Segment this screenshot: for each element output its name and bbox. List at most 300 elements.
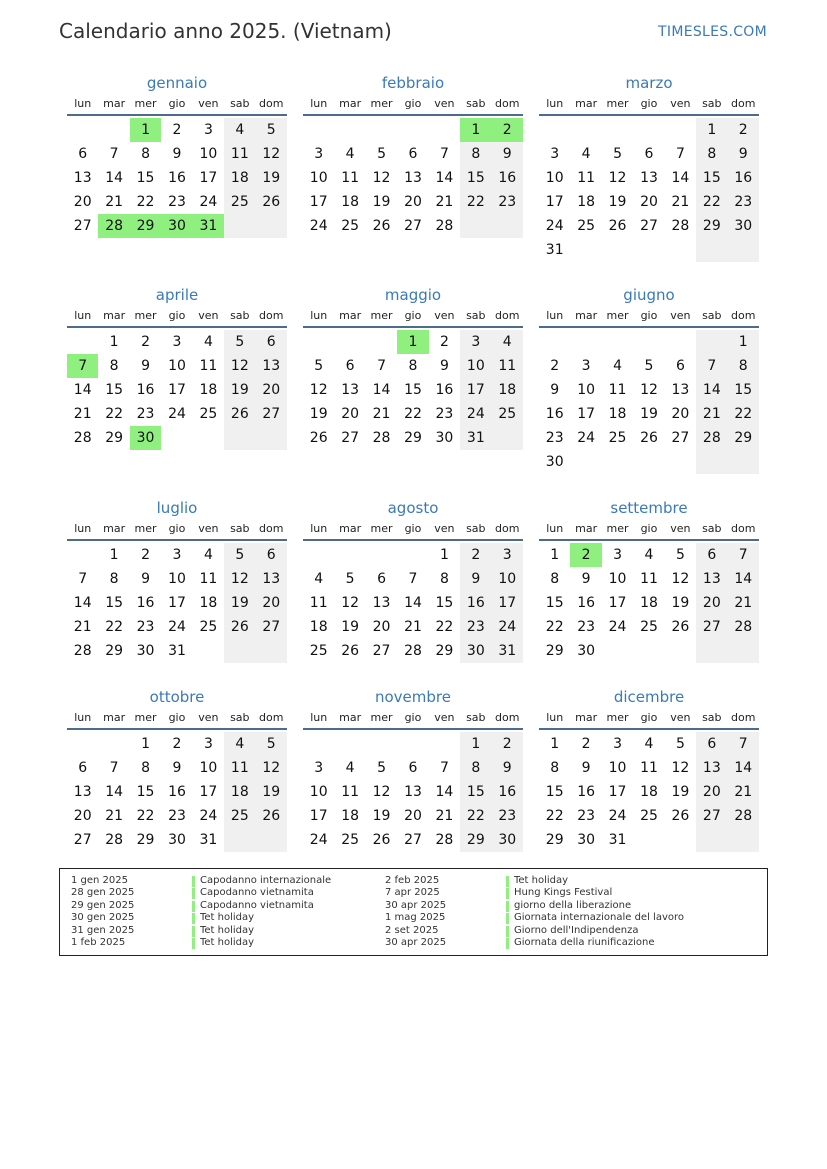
day-cell: 25 [341, 832, 360, 848]
day-cell: 5 [224, 330, 255, 354]
day-cell: 29 [460, 828, 491, 852]
day-cell: 6 [256, 543, 287, 567]
day-cell: 18 [224, 780, 255, 804]
weekday-label: mer [370, 309, 393, 322]
day-cell: 26 [256, 804, 287, 828]
day-cell: 23 [492, 190, 523, 214]
day-cell: 8 [550, 760, 560, 776]
empty-day-cell [67, 330, 98, 354]
legend-date: 2 set 2025 [385, 924, 439, 936]
weekday-header [539, 708, 759, 730]
empty-day-cell [570, 330, 601, 354]
day-cell: 21 [73, 406, 92, 422]
day-cell: 16 [728, 166, 759, 190]
day-cell: 28 [372, 430, 391, 446]
day-cell: 5 [256, 118, 287, 142]
day-cell: 4 [203, 547, 213, 563]
day-cell: 5 [377, 146, 387, 162]
empty-day-cell [193, 639, 224, 663]
day-cell: 23 [136, 619, 155, 635]
day-cell: 26 [608, 218, 627, 234]
day-cell: 19 [309, 406, 328, 422]
weekday-label: mer [134, 309, 157, 322]
legend-holiday-name: Tet holiday [200, 937, 255, 948]
day-cell: 26 [671, 808, 690, 824]
day-cell: 10 [545, 170, 564, 186]
day-cell: 18 [199, 382, 218, 398]
day-cell: 6 [345, 358, 355, 374]
day-cell: 21 [728, 780, 759, 804]
day-cell: 15 [460, 166, 491, 190]
weekday-label: mar [575, 711, 598, 724]
day-grid [539, 330, 759, 474]
day-cell: 14 [73, 382, 92, 398]
day-cell: 3 [460, 330, 491, 354]
weekday-label: mar [339, 522, 362, 535]
day-cell: 25 [199, 619, 218, 635]
day-cell: 8 [109, 358, 119, 374]
day-cell: 12 [256, 142, 287, 166]
day-cell: 23 [136, 406, 155, 422]
weekday-label: mar [339, 309, 362, 322]
month-title: gennaio [146, 74, 208, 92]
empty-day-cell [728, 450, 759, 474]
day-cell: 1 [696, 118, 727, 142]
day-cell: 23 [577, 619, 596, 635]
legend-color-marker [506, 938, 509, 949]
weekday-header [303, 94, 523, 116]
day-cell: 11 [341, 784, 360, 800]
day-cell: 2 [439, 334, 449, 350]
day-cell: 3 [613, 547, 623, 563]
weekday-label: lun [310, 309, 328, 322]
legend-date: 30 apr 2025 [385, 937, 447, 948]
weekday-label: sab [466, 309, 486, 322]
day-cell: 28 [73, 643, 92, 659]
day-cell: 21 [671, 194, 690, 210]
day-cell: 20 [404, 808, 422, 824]
day-cell: 9 [141, 358, 151, 374]
day-cell: 20 [256, 591, 287, 615]
empty-day-cell [602, 639, 633, 663]
day-cell: 16 [168, 170, 186, 186]
day-cell: 3 [581, 358, 591, 374]
brand-link[interactable]: TIMESLES.COM [658, 24, 767, 40]
legend-color-marker [192, 876, 195, 887]
day-cell: 14 [728, 567, 759, 591]
holiday-day-cell: 28 [98, 214, 129, 238]
day-cell: 9 [439, 358, 449, 374]
weekday-header [539, 306, 759, 328]
weekday-label: dom [495, 97, 520, 110]
day-cell: 12 [671, 760, 690, 776]
legend-holiday-name: Giornata internazionale del lavoro [514, 912, 684, 924]
weekday-label: gio [404, 522, 422, 535]
day-cell: 30 [136, 643, 155, 659]
empty-day-cell [334, 732, 365, 756]
day-cell: 29 [728, 426, 759, 450]
day-cell: 2 [172, 122, 182, 138]
month-title: agosto [387, 499, 439, 517]
day-cell: 19 [671, 595, 690, 611]
day-cell: 29 [696, 214, 727, 238]
day-cell: 4 [492, 330, 523, 354]
day-cell: 26 [372, 218, 391, 234]
day-cell: 28 [728, 804, 759, 828]
day-cell: 22 [460, 804, 491, 828]
day-cell: 6 [675, 358, 685, 374]
weekday-label: lun [546, 522, 564, 535]
day-cell: 21 [435, 194, 454, 210]
legend-date: 1 feb 2025 [71, 937, 126, 948]
legend-holiday-name: Capodanno internazionale [200, 875, 332, 886]
empty-day-cell [728, 828, 759, 852]
day-cell: 24 [309, 218, 328, 234]
day-cell: 6 [408, 760, 418, 776]
day-cell: 7 [109, 760, 119, 776]
weekday-label: gio [168, 522, 186, 535]
day-cell: 15 [404, 382, 422, 398]
day-cell: 19 [671, 784, 690, 800]
day-cell: 9 [460, 567, 491, 591]
holiday-day-cell: 1 [460, 118, 491, 142]
month-aprile [67, 284, 287, 450]
day-cell: 13 [671, 382, 690, 398]
month-title: marzo [625, 74, 673, 92]
weekday-label: dom [259, 522, 284, 535]
month-settembre [539, 497, 759, 663]
day-cell: 11 [224, 142, 255, 166]
day-cell: 9 [492, 142, 523, 166]
empty-day-cell [633, 238, 664, 262]
day-cell: 8 [460, 142, 491, 166]
day-cell: 16 [136, 595, 155, 611]
empty-day-cell [539, 118, 570, 142]
day-cell: 30 [492, 828, 523, 852]
day-cell: 22 [136, 194, 155, 210]
day-cell: 8 [439, 571, 449, 587]
day-cell: 23 [168, 808, 186, 824]
day-cell: 22 [105, 406, 124, 422]
legend-holiday-name: Hung Kings Festival [514, 887, 613, 899]
empty-day-cell [334, 330, 365, 354]
weekday-label: gio [404, 309, 422, 322]
empty-day-cell [98, 118, 129, 142]
day-cell: 4 [203, 334, 213, 350]
day-cell: 27 [696, 615, 727, 639]
month-giugno [539, 284, 759, 474]
weekday-label: dom [731, 97, 756, 110]
day-cell: 11 [608, 382, 627, 398]
day-cell: 4 [224, 732, 255, 756]
day-cell: 15 [696, 166, 727, 190]
day-cell: 6 [377, 571, 387, 587]
day-cell: 25 [199, 406, 218, 422]
day-cell: 19 [224, 591, 255, 615]
legend-date: 30 apr 2025 [385, 899, 447, 911]
day-cell: 10 [492, 567, 523, 591]
legend-color-marker [192, 926, 195, 937]
month-maggio [303, 284, 523, 450]
day-cell: 3 [492, 543, 523, 567]
legend-date: 2 feb 2025 [385, 875, 440, 886]
day-cell: 21 [696, 402, 727, 426]
day-cell: 31 [608, 832, 627, 848]
weekday-label: gio [168, 309, 186, 322]
day-cell: 20 [341, 406, 360, 422]
day-cell: 14 [435, 784, 454, 800]
weekday-label: dom [495, 711, 520, 724]
day-cell: 5 [644, 358, 654, 374]
day-grid [67, 543, 287, 663]
empty-day-cell [334, 543, 365, 567]
day-cell: 18 [309, 619, 328, 635]
day-cell: 24 [199, 194, 218, 210]
empty-day-cell [460, 214, 491, 238]
weekday-label: mar [103, 97, 126, 110]
day-cell: 22 [696, 190, 727, 214]
day-cell: 3 [550, 146, 560, 162]
holiday-day-cell: 2 [570, 543, 601, 567]
weekday-label: mer [606, 711, 629, 724]
day-cell: 8 [696, 142, 727, 166]
day-cell: 22 [545, 619, 564, 635]
day-cell: 21 [404, 619, 422, 635]
day-cell: 8 [141, 146, 151, 162]
day-cell: 11 [640, 571, 658, 587]
day-cell: 16 [492, 166, 523, 190]
weekday-label: mer [606, 97, 629, 110]
day-cell: 17 [492, 591, 523, 615]
day-cell: 22 [728, 402, 759, 426]
empty-day-cell [366, 732, 397, 756]
holiday-day-cell: 7 [67, 354, 98, 378]
day-grid [303, 543, 523, 663]
day-cell: 18 [341, 808, 360, 824]
day-cell: 24 [309, 832, 328, 848]
weekday-label: mar [575, 309, 598, 322]
weekday-label: ven [198, 97, 219, 110]
weekday-label: dom [259, 711, 284, 724]
day-cell: 13 [73, 784, 92, 800]
day-cell: 3 [203, 736, 213, 752]
day-cell: 27 [671, 430, 690, 446]
empty-day-cell [224, 828, 255, 852]
weekday-label: gio [640, 97, 658, 110]
day-cell: 11 [199, 358, 218, 374]
day-cell: 19 [256, 780, 287, 804]
day-cell: 20 [73, 194, 92, 210]
empty-day-cell [256, 214, 287, 238]
day-cell: 26 [309, 430, 328, 446]
day-cell: 27 [256, 615, 287, 639]
weekday-label: mar [103, 711, 126, 724]
day-cell: 1 [550, 547, 560, 563]
day-cell: 6 [644, 146, 654, 162]
day-cell: 12 [671, 571, 690, 587]
weekday-header [67, 94, 287, 116]
day-cell: 1 [109, 334, 119, 350]
day-cell: 17 [460, 378, 491, 402]
day-cell: 23 [460, 615, 491, 639]
month-title: aprile [155, 286, 199, 304]
day-grid [67, 118, 287, 238]
empty-day-cell [602, 238, 633, 262]
month-title: maggio [384, 286, 442, 304]
empty-day-cell [696, 238, 727, 262]
day-cell: 8 [550, 571, 560, 587]
weekday-label: lun [546, 97, 564, 110]
weekday-label: lun [74, 309, 92, 322]
month-luglio [67, 497, 287, 663]
page-title: Calendario anno 2025. (Vietnam) [59, 19, 392, 43]
day-cell: 28 [671, 218, 690, 234]
day-cell: 8 [728, 354, 759, 378]
empty-day-cell [696, 639, 727, 663]
day-cell: 28 [404, 643, 422, 659]
day-grid [67, 330, 287, 450]
day-cell: 9 [492, 756, 523, 780]
month-febbraio [303, 72, 523, 238]
day-cell: 23 [492, 804, 523, 828]
empty-day-cell [570, 238, 601, 262]
day-cell: 22 [136, 808, 155, 824]
day-cell: 28 [728, 615, 759, 639]
day-cell: 18 [577, 194, 596, 210]
day-cell: 24 [199, 808, 218, 824]
empty-day-cell [303, 732, 334, 756]
day-cell: 12 [309, 382, 328, 398]
weekday-label: mer [370, 711, 393, 724]
day-cell: 14 [105, 784, 124, 800]
legend-color-marker [506, 876, 509, 887]
day-cell: 5 [314, 358, 324, 374]
weekday-label: sab [466, 97, 486, 110]
empty-day-cell [334, 118, 365, 142]
day-grid [303, 732, 523, 852]
day-cell: 4 [314, 571, 324, 587]
weekday-header [539, 519, 759, 541]
day-cell: 17 [199, 170, 218, 186]
legend-holiday-name: Capodanno vietnamita [200, 899, 314, 911]
day-cell: 26 [224, 615, 255, 639]
day-cell: 30 [728, 214, 759, 238]
day-cell: 28 [105, 832, 124, 848]
weekday-label: mer [370, 522, 393, 535]
day-cell: 23 [577, 808, 596, 824]
empty-day-cell [98, 732, 129, 756]
day-cell: 7 [109, 146, 119, 162]
weekday-label: ven [434, 309, 455, 322]
day-cell: 8 [141, 760, 151, 776]
day-cell: 17 [608, 784, 627, 800]
day-cell: 2 [172, 736, 182, 752]
month-title: dicembre [613, 688, 685, 706]
day-cell: 20 [696, 780, 727, 804]
weekday-label: mer [370, 97, 393, 110]
day-cell: 27 [256, 402, 287, 426]
day-cell: 19 [640, 406, 658, 422]
day-cell: 25 [341, 218, 360, 234]
day-cell: 30 [168, 832, 186, 848]
day-cell: 13 [256, 567, 287, 591]
day-cell: 11 [640, 760, 658, 776]
day-cell: 31 [199, 832, 218, 848]
weekday-label: lun [74, 522, 92, 535]
day-cell: 4 [345, 146, 355, 162]
day-cell: 31 [492, 639, 523, 663]
day-cell: 16 [136, 382, 155, 398]
day-cell: 15 [435, 595, 454, 611]
day-cell: 11 [492, 354, 523, 378]
day-cell: 17 [168, 382, 186, 398]
day-cell: 6 [696, 732, 727, 756]
day-cell: 1 [141, 736, 151, 752]
day-cell: 13 [640, 170, 658, 186]
day-cell: 10 [168, 571, 186, 587]
month-title: febbraio [381, 74, 445, 92]
day-cell: 15 [136, 784, 155, 800]
weekday-label: sab [702, 97, 722, 110]
weekday-label: ven [670, 711, 691, 724]
empty-day-cell [492, 426, 523, 450]
day-cell: 31 [545, 242, 564, 258]
day-cell: 13 [372, 595, 391, 611]
legend-date: 1 mag 2025 [385, 912, 446, 924]
day-cell: 3 [172, 334, 182, 350]
day-cell: 4 [581, 146, 591, 162]
day-cell: 20 [696, 591, 727, 615]
day-cell: 1 [439, 547, 449, 563]
legend-color-marker [506, 926, 509, 937]
day-cell: 12 [372, 170, 391, 186]
day-cell: 1 [460, 732, 491, 756]
day-cell: 30 [435, 430, 454, 446]
day-cell: 15 [105, 595, 124, 611]
weekday-label: sab [702, 711, 722, 724]
day-cell: 22 [460, 190, 491, 214]
weekday-header [303, 306, 523, 328]
day-cell: 10 [460, 354, 491, 378]
weekday-label: mar [103, 309, 126, 322]
empty-day-cell [633, 828, 664, 852]
day-cell: 19 [256, 166, 287, 190]
day-cell: 24 [168, 619, 186, 635]
weekday-label: mar [339, 711, 362, 724]
day-cell: 24 [577, 430, 596, 446]
day-cell: 5 [675, 547, 685, 563]
day-cell: 19 [224, 378, 255, 402]
day-cell: 3 [314, 760, 324, 776]
empty-day-cell [303, 118, 334, 142]
legend-holiday-name: Capodanno vietnamita [200, 887, 314, 899]
legend-color-marker [506, 913, 509, 924]
weekday-label: ven [670, 309, 691, 322]
weekday-label: lun [546, 309, 564, 322]
legend-holiday-name: Tet holiday [200, 912, 255, 924]
weekday-label: sab [702, 522, 722, 535]
empty-day-cell [696, 828, 727, 852]
day-cell: 16 [168, 784, 186, 800]
weekday-label: sab [466, 522, 486, 535]
day-cell: 10 [199, 146, 218, 162]
day-cell: 11 [309, 595, 328, 611]
day-cell: 28 [435, 832, 454, 848]
weekday-label: sab [230, 522, 250, 535]
weekday-label: ven [434, 97, 455, 110]
day-cell: 9 [550, 382, 560, 398]
empty-day-cell [570, 450, 601, 474]
